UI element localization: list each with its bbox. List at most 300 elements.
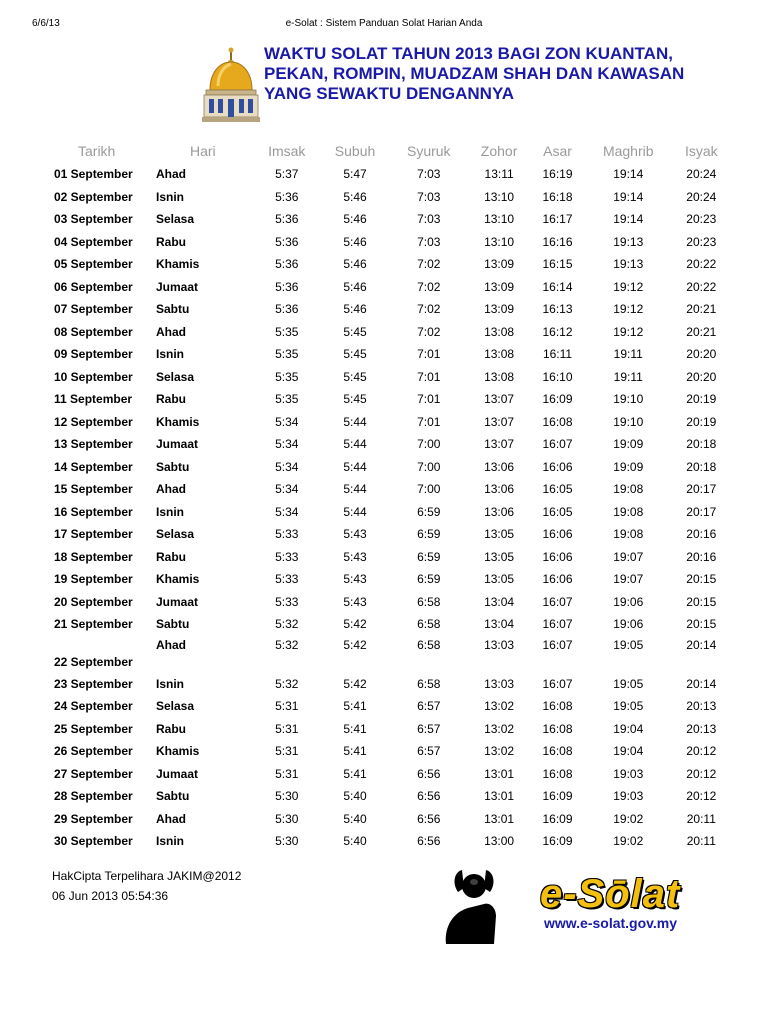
- table-row: [48, 695, 730, 718]
- cell-maghrib: 19:11: [613, 347, 643, 362]
- cell-isyak: 20:21: [686, 302, 717, 317]
- cell-zohor: 13:01: [484, 789, 515, 804]
- cell-asar: 16:05: [542, 504, 573, 519]
- mosque-dome-icon: [200, 46, 262, 124]
- cell-maghrib: 19:05: [613, 637, 644, 652]
- cell-imsak: 5:34: [275, 459, 299, 474]
- cell-syuruk: 6:59: [417, 504, 441, 519]
- cell-asar: 16:06: [542, 527, 573, 542]
- print-header: [32, 18, 736, 32]
- cell-isyak: 20:16: [686, 527, 717, 542]
- cell-subuh: 5:44: [343, 459, 367, 474]
- table-row: [48, 501, 730, 524]
- cell-imsak: 5:34: [275, 482, 299, 497]
- cell-subuh: 5:43: [343, 572, 367, 587]
- cell-subuh: 5:46: [343, 212, 367, 227]
- cell-isyak: 20:19: [686, 392, 717, 407]
- cell-hari: Isnin: [156, 347, 185, 362]
- cell-isyak: 20:22: [686, 279, 717, 294]
- cell-isyak: 20:15: [686, 617, 717, 632]
- cell-syuruk: 7:03: [417, 212, 441, 227]
- cell-imsak: 5:33: [275, 549, 299, 564]
- cell-hari: Jumaat: [156, 766, 199, 781]
- table-row: [48, 830, 730, 853]
- cell-isyak: 20:21: [686, 324, 717, 339]
- cell-asar: 16:19: [542, 167, 573, 182]
- cell-imsak: 5:33: [275, 527, 299, 542]
- cell-asar: 16:11: [542, 347, 573, 362]
- cell-subuh: 5:44: [343, 504, 367, 519]
- cell-hari: Sabtu: [156, 617, 190, 632]
- cell-imsak: 5:32: [275, 617, 299, 632]
- table-row: [48, 388, 730, 411]
- cell-hari: Selasa: [156, 527, 195, 542]
- cell-subuh: 5:44: [343, 414, 367, 429]
- cell-tarikh: 26 September: [54, 744, 133, 759]
- cell-subuh: 5:45: [343, 369, 367, 384]
- table-row: [48, 636, 730, 673]
- cell-zohor: 13:07: [484, 414, 515, 429]
- cell-isyak: 20:12: [686, 766, 717, 781]
- cell-zohor: 13:01: [484, 766, 515, 781]
- cell-hari: Isnin: [156, 834, 185, 849]
- cell-maghrib: 19:07: [613, 549, 644, 564]
- cell-syuruk: 7:03: [417, 167, 441, 182]
- table-row: [48, 433, 730, 456]
- table-row: [48, 208, 730, 231]
- cell-hari: Ahad: [156, 811, 186, 826]
- cell-asar: 16:08: [542, 721, 573, 736]
- cell-asar: 16:12: [542, 324, 573, 339]
- cell-maghrib: 19:14: [613, 212, 644, 227]
- cell-syuruk: 6:59: [417, 527, 441, 542]
- cell-imsak: 5:35: [275, 324, 299, 339]
- cell-tarikh: 27 September: [54, 766, 133, 781]
- cell-isyak: 20:24: [686, 167, 717, 182]
- cell-subuh: 5:41: [343, 744, 367, 759]
- cell-isyak: 20:20: [686, 347, 717, 362]
- cell-hari: Ahad: [156, 167, 186, 182]
- website-link: www.e-solat.gov.my: [544, 915, 678, 931]
- table-row: [48, 253, 730, 276]
- cell-maghrib: 19:06: [613, 617, 644, 632]
- cell-syuruk: 6:58: [417, 637, 441, 652]
- cell-hari: Rabu: [156, 234, 186, 249]
- table-row: [48, 763, 730, 786]
- cell-zohor: 13:09: [484, 302, 515, 317]
- cell-asar: 16:05: [542, 482, 573, 497]
- cell-zohor: 13:04: [484, 594, 515, 609]
- cell-hari: Jumaat: [156, 437, 199, 452]
- cell-hari: Rabu: [156, 392, 186, 407]
- cell-zohor: 13:07: [484, 437, 515, 452]
- copyright-text: HakCipta Terpelihara JAKIM@2012: [52, 869, 242, 883]
- table-row: [48, 808, 730, 831]
- cell-maghrib: 19:14: [613, 189, 644, 204]
- table-row: [48, 673, 730, 696]
- cell-maghrib: 19:12: [613, 279, 644, 294]
- table-row: [48, 478, 730, 501]
- cell-syuruk: 6:57: [417, 699, 441, 714]
- table-body: [48, 163, 730, 853]
- cell-zohor: 13:10: [484, 212, 515, 227]
- cell-imsak: 5:33: [275, 572, 299, 587]
- cell-subuh: 5:41: [343, 721, 367, 736]
- cell-subuh: 5:46: [343, 257, 367, 272]
- cell-tarikh: 28 September: [54, 789, 133, 804]
- cell-zohor: 13:02: [484, 699, 515, 714]
- cell-asar: 16:06: [542, 549, 573, 564]
- cell-syuruk: 7:01: [417, 347, 441, 362]
- cell-syuruk: 7:01: [417, 392, 441, 407]
- cell-imsak: 5:31: [275, 699, 299, 714]
- cell-syuruk: 6:58: [417, 617, 441, 632]
- cell-subuh: 5:43: [343, 549, 367, 564]
- cell-subuh: 5:46: [343, 279, 367, 294]
- cell-subuh: 5:42: [343, 676, 367, 691]
- table-row: [48, 785, 730, 808]
- cell-tarikh: 14 September: [54, 459, 133, 474]
- cell-maghrib: 19:09: [613, 459, 644, 474]
- cell-syuruk: 6:57: [417, 744, 441, 759]
- cell-asar: 16:06: [542, 459, 573, 474]
- cell-maghrib: 19:12: [613, 324, 644, 339]
- cell-zohor: 13:09: [484, 257, 515, 272]
- cell-maghrib: 19:08: [613, 527, 644, 542]
- col-header-maghrib: Maghrib: [602, 143, 654, 159]
- esolat-logo: e-Sōlat: [540, 872, 681, 916]
- cell-hari: Ahad: [156, 324, 186, 339]
- cell-maghrib: 19:13: [613, 257, 644, 272]
- cell-isyak: 20:14: [686, 676, 717, 691]
- table-row: [48, 343, 730, 366]
- cell-tarikh: 03 September: [54, 212, 133, 227]
- cell-isyak: 20:19: [686, 414, 717, 429]
- cell-tarikh: 09 September: [54, 347, 133, 362]
- cell-syuruk: 7:01: [417, 414, 441, 429]
- cell-subuh: 5:40: [343, 811, 367, 826]
- cell-tarikh: 01 September: [54, 167, 133, 182]
- cell-imsak: 5:36: [275, 279, 299, 294]
- cell-asar: 16:08: [542, 766, 573, 781]
- cell-tarikh: 21 September: [54, 617, 133, 632]
- cell-syuruk: 7:00: [417, 437, 441, 452]
- cell-syuruk: 7:01: [417, 369, 441, 384]
- cell-tarikh: 11 September: [54, 392, 133, 407]
- cell-syuruk: 7:02: [417, 257, 441, 272]
- cell-zohor: 13:08: [484, 369, 515, 384]
- cell-imsak: 5:36: [275, 302, 299, 317]
- table-row: [48, 276, 730, 299]
- cell-subuh: 5:45: [343, 392, 367, 407]
- cell-maghrib: 19:03: [613, 789, 644, 804]
- cell-subuh: 5:44: [343, 482, 367, 497]
- cell-syuruk: 6:56: [417, 834, 441, 849]
- cell-syuruk: 7:02: [417, 279, 441, 294]
- cell-asar: 16:06: [542, 572, 573, 587]
- cell-asar: 16:07: [542, 637, 573, 652]
- cell-subuh: 5:44: [343, 437, 367, 452]
- cell-maghrib: 19:05: [613, 676, 644, 691]
- cell-hari: Jumaat: [156, 279, 199, 294]
- cell-hari: Jumaat: [156, 594, 199, 609]
- cell-asar: 16:18: [542, 189, 573, 204]
- cell-asar: 16:08: [542, 414, 573, 429]
- cell-zohor: 13:05: [484, 527, 515, 542]
- cell-imsak: 5:35: [275, 392, 299, 407]
- cell-tarikh: 20 September: [54, 594, 133, 609]
- cell-zohor: 13:08: [484, 347, 515, 362]
- cell-maghrib: 19:07: [613, 572, 644, 587]
- cell-hari: Selasa: [156, 699, 195, 714]
- cell-imsak: 5:30: [275, 811, 299, 826]
- cell-maghrib: 19:12: [613, 302, 644, 317]
- cell-isyak: 20:23: [686, 234, 717, 249]
- cell-asar: 16:13: [542, 302, 573, 317]
- cell-asar: 16:07: [542, 676, 573, 691]
- cell-isyak: 20:12: [686, 789, 717, 804]
- table-row: [48, 456, 730, 479]
- cell-subuh: 5:40: [343, 789, 367, 804]
- cell-tarikh: 05 September: [54, 257, 133, 272]
- cell-zohor: 13:04: [484, 617, 515, 632]
- cell-syuruk: 6:56: [417, 811, 441, 826]
- cell-hari: Sabtu: [156, 789, 190, 804]
- cell-tarikh: 15 September: [54, 482, 133, 497]
- cell-maghrib: 19:02: [613, 834, 644, 849]
- cell-imsak: 5:34: [275, 437, 299, 452]
- cell-imsak: 5:31: [275, 721, 299, 736]
- cell-asar: 16:16: [542, 234, 573, 249]
- cell-zohor: 13:10: [484, 189, 515, 204]
- cell-asar: 16:07: [542, 437, 573, 452]
- cell-syuruk: 7:02: [417, 302, 441, 317]
- table-row: [48, 298, 730, 321]
- cell-maghrib: 19:04: [613, 744, 644, 759]
- cell-isyak: 20:20: [686, 369, 717, 384]
- cell-syuruk: 6:58: [417, 594, 441, 609]
- cell-asar: 16:17: [542, 212, 573, 227]
- cell-imsak: 5:34: [275, 414, 299, 429]
- cell-asar: 16:09: [542, 811, 573, 826]
- print-date: 6/6/13: [32, 18, 60, 29]
- cell-tarikh: 12 September: [54, 414, 133, 429]
- cell-tarikh: 08 September: [54, 324, 133, 339]
- cell-hari: Khamis: [156, 257, 200, 272]
- cell-hari: Sabtu: [156, 459, 190, 474]
- cell-subuh: 5:45: [343, 347, 367, 362]
- cell-syuruk: 6:57: [417, 721, 441, 736]
- cell-subuh: 5:43: [343, 594, 367, 609]
- table-row: [48, 186, 730, 209]
- cell-zohor: 13:02: [484, 721, 515, 736]
- cell-tarikh: 30 September: [54, 834, 133, 849]
- cell-zohor: 13:11: [484, 167, 514, 182]
- cell-asar: 16:15: [542, 257, 573, 272]
- cell-zohor: 13:07: [484, 392, 515, 407]
- cell-hari: Isnin: [156, 189, 185, 204]
- cell-tarikh: 19 September: [54, 572, 133, 587]
- cell-asar: 16:07: [542, 594, 573, 609]
- cell-maghrib: 19:02: [613, 811, 644, 826]
- cell-syuruk: 6:59: [417, 572, 441, 587]
- cell-hari: Selasa: [156, 212, 195, 227]
- cell-syuruk: 7:02: [417, 324, 441, 339]
- cell-isyak: 20:13: [686, 699, 717, 714]
- cell-maghrib: 19:04: [613, 721, 644, 736]
- cell-subuh: 5:40: [343, 834, 367, 849]
- cell-zohor: 13:01: [484, 811, 515, 826]
- cell-syuruk: 7:00: [417, 482, 441, 497]
- cell-isyak: 20:18: [686, 437, 717, 452]
- cell-hari: Sabtu: [156, 302, 190, 317]
- cell-isyak: 20:16: [686, 549, 717, 564]
- cell-maghrib: 19:03: [613, 766, 644, 781]
- cell-isyak: 20:24: [686, 189, 717, 204]
- table-row: [48, 568, 730, 591]
- cell-tarikh: 24 September: [54, 699, 133, 714]
- cell-imsak: 5:35: [275, 369, 299, 384]
- cell-isyak: 20:13: [686, 721, 717, 736]
- cell-maghrib: 19:14: [613, 167, 644, 182]
- cell-imsak: 5:30: [275, 834, 299, 849]
- table-header-row: [48, 139, 730, 163]
- cell-hari: Isnin: [156, 676, 185, 691]
- cell-tarikh: 02 September: [54, 189, 133, 204]
- col-header-imsak: Imsak: [268, 143, 306, 159]
- cell-zohor: 13:03: [484, 676, 515, 691]
- table-row: [48, 231, 730, 254]
- cell-asar: 16:09: [542, 392, 573, 407]
- cell-hari: Ahad: [156, 637, 186, 652]
- cell-hari: Isnin: [156, 504, 185, 519]
- cell-imsak: 5:31: [275, 744, 299, 759]
- cell-subuh: 5:41: [343, 766, 367, 781]
- prayer-times-table: [48, 139, 730, 853]
- cell-tarikh: 25 September: [54, 721, 133, 736]
- cell-imsak: 5:33: [275, 594, 299, 609]
- cell-zohor: 13:06: [484, 504, 515, 519]
- table-row: [48, 740, 730, 763]
- cell-isyak: 20:12: [686, 744, 717, 759]
- cell-hari: Khamis: [156, 744, 200, 759]
- cell-syuruk: 6:56: [417, 789, 441, 804]
- cell-maghrib: 19:08: [613, 482, 644, 497]
- col-header-syuruk: Syuruk: [406, 143, 451, 159]
- cell-imsak: 5:30: [275, 789, 299, 804]
- cell-maghrib: 19:09: [613, 437, 644, 452]
- col-header-zohor: Zohor: [480, 143, 518, 159]
- cell-hari: Rabu: [156, 721, 186, 736]
- cell-subuh: 5:43: [343, 527, 367, 542]
- cell-subuh: 5:41: [343, 699, 367, 714]
- cell-isyak: 20:18: [686, 459, 717, 474]
- cell-imsak: 5:35: [275, 347, 299, 362]
- cell-tarikh: 23 September: [54, 676, 133, 691]
- table-row: [48, 411, 730, 434]
- cell-tarikh: 07 September: [54, 302, 133, 317]
- cell-isyak: 20:15: [686, 594, 717, 609]
- cell-syuruk: 7:03: [417, 189, 441, 204]
- cell-tarikh: 17 September: [54, 527, 133, 542]
- cell-zohor: 13:02: [484, 744, 515, 759]
- cell-maghrib: 19:06: [613, 594, 644, 609]
- cell-zohor: 13:05: [484, 572, 515, 587]
- table-row: [48, 591, 730, 614]
- table-row: [48, 546, 730, 569]
- cell-tarikh: 18 September: [54, 549, 133, 564]
- cell-isyak: 20:17: [686, 482, 717, 497]
- cell-imsak: 5:36: [275, 257, 299, 272]
- cell-asar: 16:14: [542, 279, 573, 294]
- cell-tarikh: 13 September: [54, 437, 133, 452]
- table-row: [48, 523, 730, 546]
- cell-isyak: 20:17: [686, 504, 717, 519]
- cell-zohor: 13:09: [484, 279, 515, 294]
- cell-hari: Ahad: [156, 482, 186, 497]
- cell-syuruk: 6:56: [417, 766, 441, 781]
- col-header-subuh: Subuh: [334, 143, 376, 159]
- cell-subuh: 5:46: [343, 189, 367, 204]
- cell-tarikh: 22 September: [54, 654, 133, 669]
- cell-tarikh: 16 September: [54, 504, 133, 519]
- table-row: [48, 321, 730, 344]
- cell-hari: Khamis: [156, 572, 200, 587]
- cell-zohor: 13:08: [484, 324, 515, 339]
- cell-imsak: 5:32: [275, 637, 299, 652]
- table-row: [48, 613, 730, 636]
- cell-hari: Rabu: [156, 549, 186, 564]
- cell-subuh: 5:46: [343, 234, 367, 249]
- cell-subuh: 5:46: [343, 302, 367, 317]
- cell-asar: 16:09: [542, 834, 573, 849]
- cell-asar: 16:08: [542, 699, 573, 714]
- cell-subuh: 5:45: [343, 324, 367, 339]
- cell-maghrib: 19:08: [613, 504, 644, 519]
- cell-syuruk: 7:03: [417, 234, 441, 249]
- cell-zohor: 13:10: [484, 234, 515, 249]
- print-title: e-Solat : Sistem Panduan Solat Harian Anda: [285, 18, 483, 29]
- cell-maghrib: 19:10: [613, 414, 644, 429]
- cell-asar: 16:08: [542, 744, 573, 759]
- cell-isyak: 20:22: [686, 257, 717, 272]
- cell-tarikh: 10 September: [54, 369, 133, 384]
- cell-tarikh: 04 September: [54, 234, 133, 249]
- cell-zohor: 13:05: [484, 549, 515, 564]
- col-header-hari: Hari: [190, 143, 216, 159]
- cell-imsak: 5:32: [275, 676, 299, 691]
- cell-asar: 16:09: [542, 789, 573, 804]
- cell-subuh: 5:42: [343, 637, 367, 652]
- cell-subuh: 5:47: [343, 167, 367, 182]
- footer: [52, 866, 241, 906]
- cell-isyak: 20:23: [686, 212, 717, 227]
- cell-isyak: 20:11: [686, 811, 716, 826]
- cell-maghrib: 19:13: [613, 234, 644, 249]
- table-row: [48, 163, 730, 186]
- cell-maghrib: 19:10: [613, 392, 644, 407]
- cell-isyak: 20:15: [686, 572, 717, 587]
- col-header-isyak: Isyak: [684, 143, 718, 159]
- cell-zohor: 13:06: [484, 459, 515, 474]
- cell-hari: Selasa: [156, 369, 195, 384]
- cell-hari: Khamis: [156, 414, 200, 429]
- cell-zohor: 13:03: [484, 637, 515, 652]
- col-header-tarikh: Tarikh: [78, 143, 116, 159]
- generated-timestamp: 06 Jun 2013 05:54:36: [52, 889, 169, 903]
- cell-imsak: 5:37: [275, 167, 299, 182]
- cell-asar: 16:10: [542, 369, 573, 384]
